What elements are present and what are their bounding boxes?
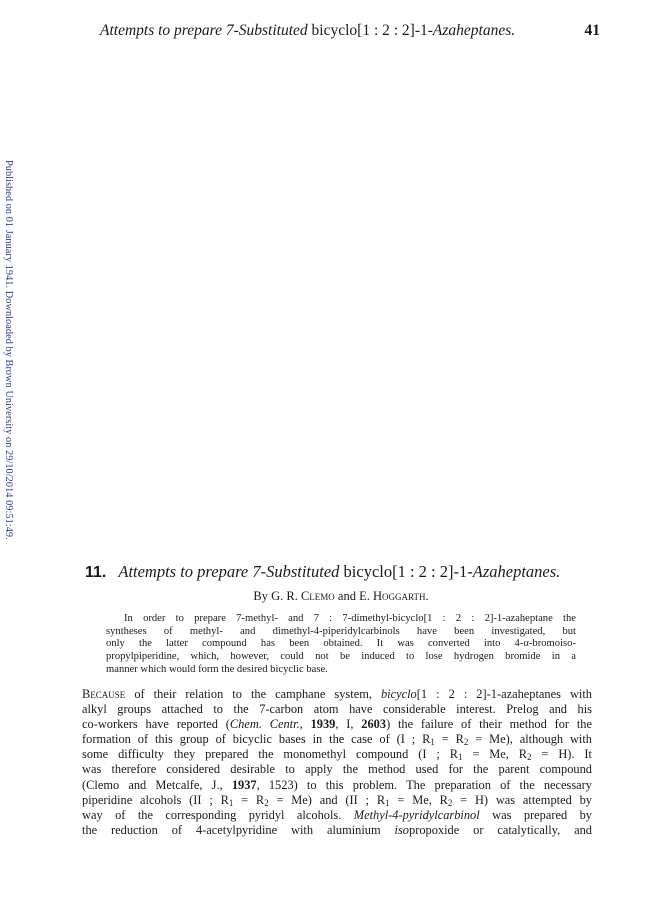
body-span: ) the failure of their method for the — [386, 717, 592, 732]
body-span: formation of this group of bicyclic bases in the case of (I ; R — [82, 732, 431, 747]
body-line — [82, 778, 592, 793]
body-lead-word: Because — [82, 687, 126, 701]
citation-year: 1937 — [231, 777, 257, 792]
subscript: 2 — [527, 752, 532, 763]
abstract — [106, 613, 576, 676]
body-span: = R — [434, 732, 464, 747]
body-span: = H) was attempted by — [452, 792, 592, 807]
author-hoggarth: Hoggarth. — [372, 589, 429, 603]
subscript: 1 — [385, 797, 390, 808]
body-span: the reduction of 4-acetylpyridine with aluminium — [82, 822, 395, 837]
article-title-roman: bicyclo[1 : 2 : 2]-1- — [339, 562, 473, 581]
body-italic: bicyclo — [380, 687, 417, 701]
page-number: 41 — [584, 22, 600, 39]
body-line — [82, 732, 592, 747]
article-title-italic: Attempts to prepare 7-Substituted — [118, 562, 340, 581]
body-span: some difficulty they prepared the monomethyl compound (I ; R — [82, 747, 458, 762]
article-title — [85, 562, 595, 582]
abstract-line: only the latter compound has been obtained. It was converted into 4-α-bromoiso- — [106, 638, 576, 650]
download-notice-text: Published on 01 January 1941. Downloaded by Brown University on 29/10/2014 09:51:49. — [3, 160, 14, 540]
byline-by: By G. R. — [253, 589, 301, 603]
body-line: alkyl groups attached to the 7-carbon atom have considerable interest. Prelog and his — [82, 702, 592, 717]
body-span: [1 : 2 : 2]-1-azaheptanes with — [416, 687, 592, 701]
citation-page: 2603 — [361, 717, 387, 732]
body-span: = H). It — [531, 747, 592, 762]
citation-year: 1939 — [310, 717, 336, 732]
article-title-end: Azaheptanes. — [472, 562, 561, 581]
compound-name: Methyl-4-pyridylcarbinol — [353, 807, 480, 822]
body-span: , — [299, 717, 311, 732]
abstract-line: In order to prepare 7-methyl- and 7 : 7-dimethyl-bicyclo[1 : 2 : 2]-1-azaheptane the — [124, 613, 576, 624]
article-number: 11. — [85, 564, 107, 581]
subscript: 1 — [457, 752, 463, 763]
body-line — [82, 717, 592, 732]
body-italic: iso — [394, 822, 410, 837]
running-head — [100, 22, 600, 40]
subscript: 1 — [228, 797, 234, 808]
body-span: (Clemo and Metcalfe, J., — [82, 777, 232, 792]
author-clemo: Clemo — [300, 589, 335, 603]
byline — [0, 589, 672, 604]
body-text — [82, 687, 592, 838]
abstract-line: propylpiperidine, which, however, could not be induced to lose hydrogen bromide in a — [106, 651, 576, 663]
running-head-title-italic: Attempts to prepare 7-Substituted — [100, 22, 308, 39]
body-span: of their relation to the camphane system, — [125, 687, 381, 701]
subscript: 2 — [264, 797, 269, 808]
body-span: , I, — [335, 717, 362, 732]
subscript: 2 — [447, 797, 453, 808]
download-notice — [2, 160, 18, 550]
body-line: was therefore considered desirable to apply the method used for the parent compound — [82, 762, 592, 777]
running-head-title-end: Azaheptanes. — [432, 22, 516, 39]
body-span: , 1523) to this problem. The preparation of the necessary — [256, 777, 593, 792]
body-span: = R — [233, 792, 265, 807]
body-line — [82, 823, 592, 838]
running-head-title-roman: bicyclo[1 : 2 : 2]-1- — [307, 22, 433, 39]
body-line — [82, 808, 592, 823]
body-span: = Me), although with — [468, 732, 593, 747]
body-span: = Me) and (II ; R — [268, 792, 386, 807]
byline-and: and E. — [334, 589, 373, 603]
body-span: piperidine alcohols (II ; R — [82, 792, 229, 807]
body-span: = Me, R — [462, 747, 528, 762]
abstract-line: syntheses of methyl- and dimethyl-4-piperidylcarbinols have been investigated, but — [106, 625, 576, 637]
subscript: 2 — [463, 737, 469, 748]
body-line — [82, 747, 592, 762]
body-span: = Me, R — [389, 792, 448, 807]
body-span: was prepared by — [479, 807, 592, 822]
body-span: propoxide or catalytically, and — [409, 822, 592, 837]
abstract-line: manner which would form the desired bicyclic base. — [106, 663, 328, 675]
body-line — [82, 793, 592, 808]
body-span: co-workers have reported ( — [82, 717, 230, 732]
body-line — [82, 687, 592, 702]
subscript: 1 — [430, 737, 435, 748]
body-span: way of the corresponding pyridyl alcohols. — [82, 807, 354, 822]
journal-citation: Chem. Centr. — [229, 717, 300, 732]
